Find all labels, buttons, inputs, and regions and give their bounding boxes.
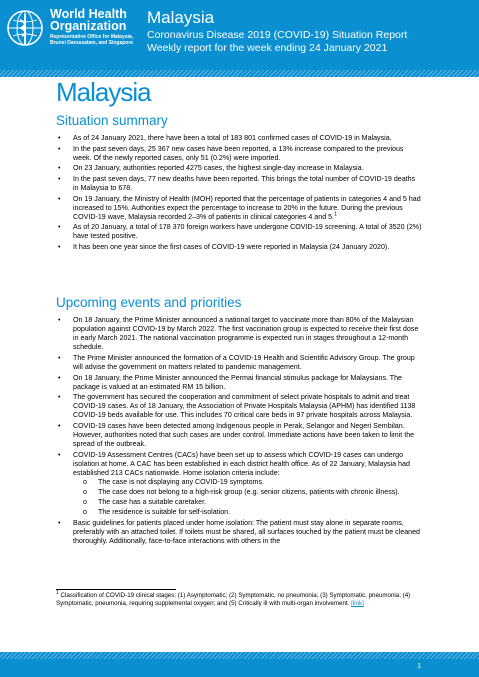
who-emblem-icon [5, 8, 45, 48]
list-item-text: On 19 January, the Ministry of Health (MOH) reported that the percentage of patients in categories 4 and 5 had increased to 15%. Authorities expect the percentage to increase to 20% in the future. During the previous COVID-19 wave, Malaysia recorded 2–3% of patients in clinical categories 4 and 5. [73, 194, 421, 221]
criteria-item: o The case does not belong to a high-risk group (e.g. senior citizens, patients with chronic illness). [73, 488, 422, 497]
header-country: Malaysia [147, 8, 215, 27]
list-item-text: COVID-19 Assessment Centres (CACs) have been set up to assess which COVID-19 cases can undergo isolation at home. A CAC has been established in each district health office. As of 22 January, Malaysia had established 213 CACs nationwide. Home isolation criteria include: [73, 450, 410, 477]
page-footer [0, 659, 479, 677]
report-week: Weekly report for the week ending 24 January 2021 [147, 42, 388, 54]
list-item [56, 195, 422, 222]
list-item: • As of 24 January 2021, there have been a total of 183 801 confirmed cases of COVID-19 in Malaysia. [56, 134, 422, 143]
footer-stripe [0, 652, 479, 659]
list-item: • The government has secured the cooperation and commitment of select private hospitals to admit and treat COVID-19 cases. As of 18 January, the Association of Private Hospitals Malaysia (APHM) has identified 1138 COVID-19 beds available for use. This includes 70 critical care beds in 97 private hospitals across Malaysia. [56, 393, 422, 420]
page-number: 1 [417, 663, 421, 670]
home-isolation-criteria [73, 478, 422, 517]
situation-summary-heading: Situation summary [56, 113, 168, 128]
footnote-link[interactable]: [link] [351, 600, 364, 607]
footnote-number: 1 [56, 589, 59, 596]
list-item: • On 23 January, authorities reported 4275 cases, the highest single-day increase in Malaysia. [56, 164, 422, 173]
list-item: • In the past seven days, 77 new deaths have been reported. This brings the total number of COVID-19 deaths in Malaysia to 678. [56, 175, 422, 193]
report-title: Coronavirus Disease 2019 (COVID-19) Situation Report [147, 29, 408, 41]
header-stripe [0, 70, 479, 77]
org-name: World Health Organization [50, 7, 127, 33]
situation-summary-list [56, 134, 422, 254]
org-office: Representative Office for Malaysia, Brunei Darussalam, and Singapore [50, 34, 134, 46]
footnote [56, 589, 422, 608]
list-item: • COVID-19 cases have been detected among Indigenous people in Perak, Selangor and Negeri Sembilan. However, authorities noted that such cases are under control. Immediate actions have been taken to limit the spread of the outbreak. [56, 422, 422, 449]
criteria-item: o The residence is suitable for self-isolation. [73, 508, 422, 517]
list-item: • Basic guidelines for patients placed under home isolation: The patient must stay alone in separate rooms, preferably with an attached toilet. If toilets must be shared, all surfaces touched by the patient must be cleaned thoroughly. Additionally, face-to-face interactions with others in the [56, 519, 422, 546]
report-header [0, 0, 479, 70]
footnote-ref[interactable]: 1 [334, 211, 337, 218]
page-title: Malaysia [56, 77, 151, 107]
footnote-divider [56, 589, 176, 590]
list-item: • On 18 January, the Prime Minister announced a national target to vaccinate more than 80% of the Malaysian population against COVID-19 by March 2022. The first vaccination group is expected to receive their first dose in early March 2021. The national vaccination programme is expected run in stages throughout a 12-month schedule. [56, 316, 422, 352]
list-item: • In the past seven days, 25 367 new cases have been reported, a 13% increase compared to the previous week. Of the newly reported cases, only 51 (0.2%) were imported. [56, 145, 422, 163]
criteria-item: o The case is not displaying any COVID-19 symptoms. [73, 478, 422, 487]
upcoming-events-list [56, 316, 422, 548]
list-item: • It has been one year since the first cases of COVID-19 were reported in Malaysia (24 January 2020). [56, 243, 422, 252]
criteria-item: o The case has a suitable caretaker. [73, 498, 422, 507]
list-item: • On 18 January, the Prime Minister announced the Permai financial stimulus package for Malaysians. The package is valued at an estimated RM 15 billion. [56, 374, 422, 392]
list-item [56, 451, 422, 518]
footnote-text: Classification of COVID-19 clinical stages: (1) Asymptomatic; (2) Symptomatic, no pneumonia; (3) Symptomatic, pneumonia; (4) Symptomatic, pneumonia, requiring supplemental oxygen; and (5) Critically ill with multi-organ involvement. [56, 592, 411, 607]
list-item: • As of 20 January, a total of 178 370 foreign workers have undergone COVID-19 screening. A total of 3520 (2%) have tested positive. [56, 223, 422, 241]
upcoming-events-heading: Upcoming events and priorities [56, 295, 242, 310]
list-item: • The Prime Minister announced the formation of a COVID-19 Health and Scientific Advisory Group. The group will advise the government on matters related to pandemic management. [56, 354, 422, 372]
